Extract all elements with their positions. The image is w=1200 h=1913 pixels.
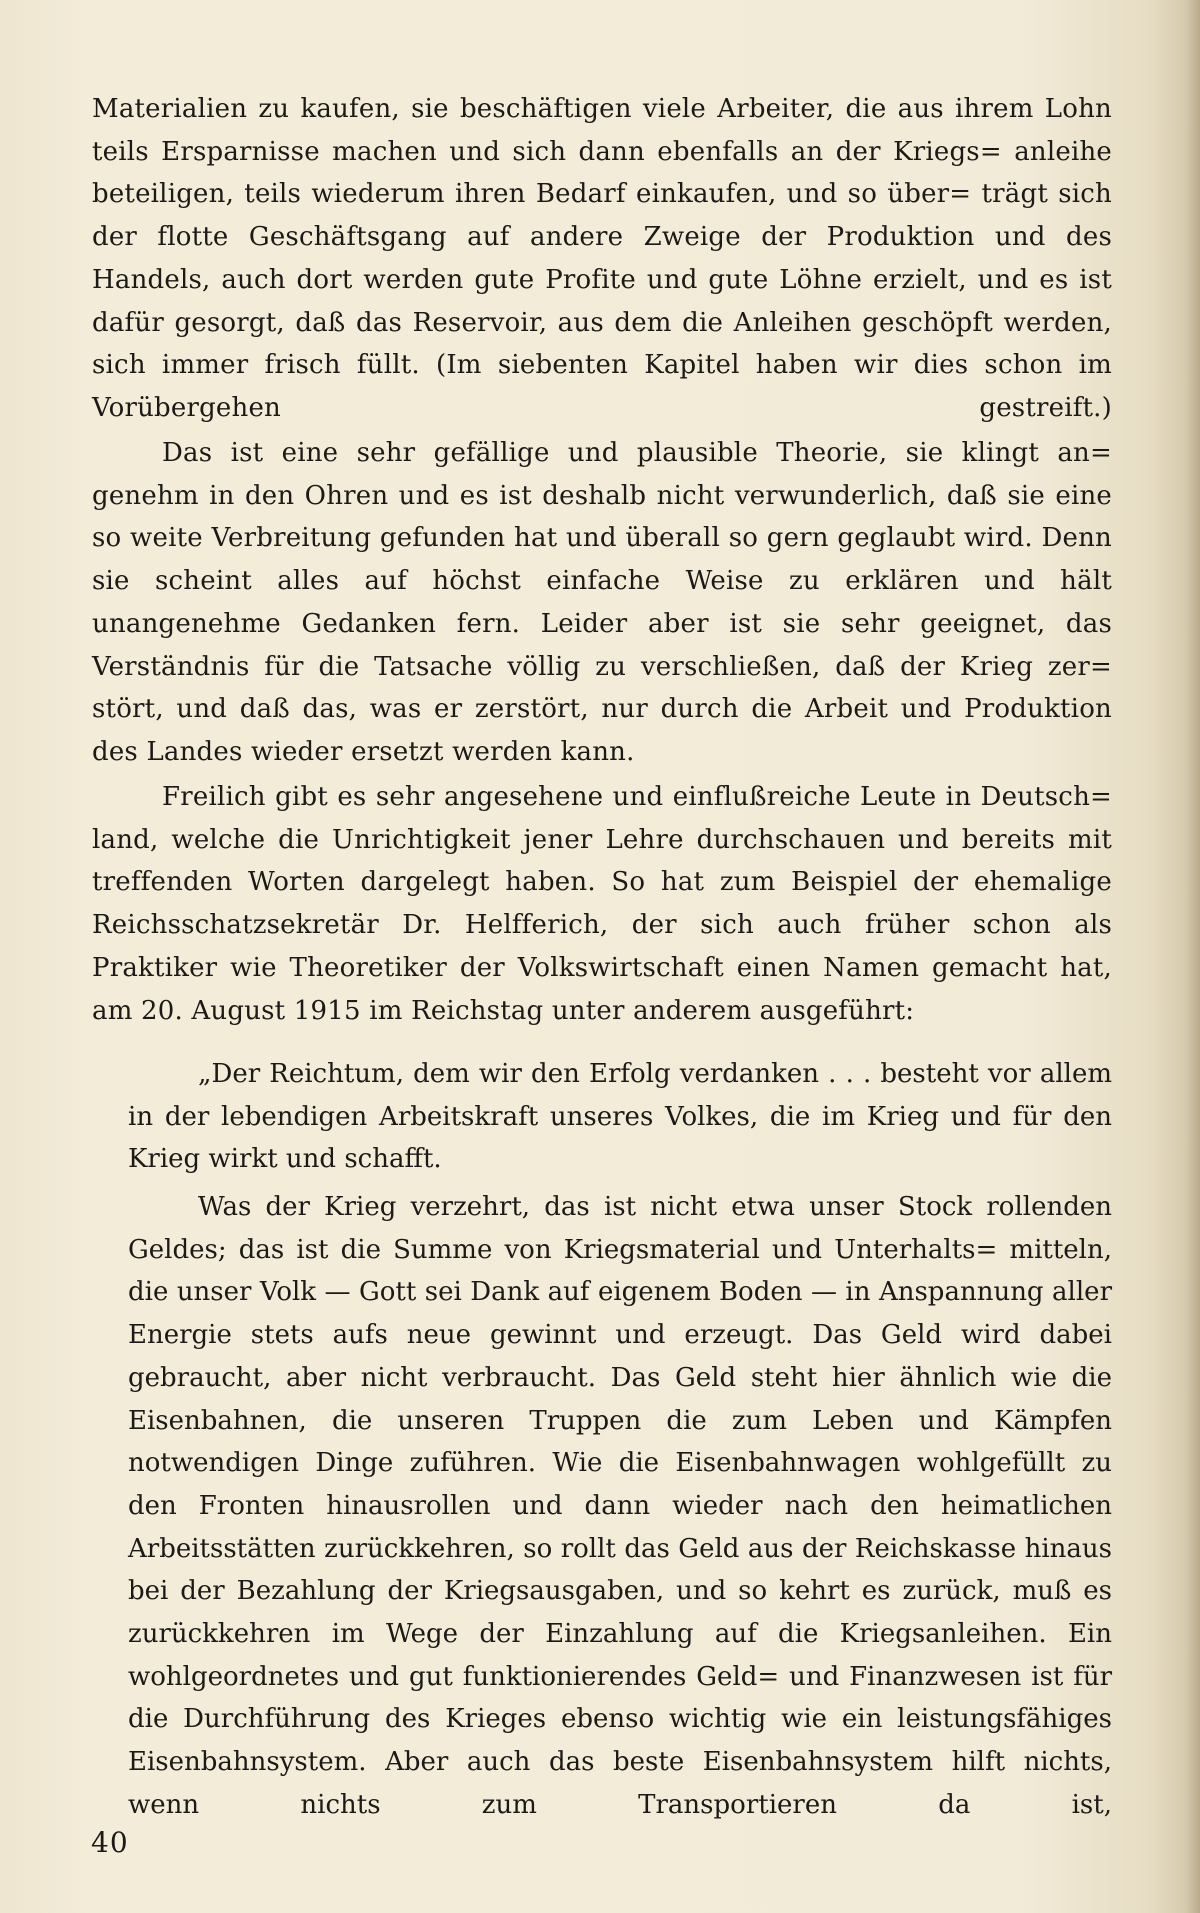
paragraph-1	[92, 88, 1112, 430]
paragraph-2	[92, 432, 1112, 774]
paragraph-3	[92, 776, 1112, 1032]
page-number: 40	[91, 1826, 129, 1859]
quote-1	[128, 1053, 1112, 1181]
quote-1-text: „Der Reichtum, dem wir den Erfolg verdanken . . . besteht vor allem in der lebendigen Arbeitskraft unseres Volkes, die im Krieg und für den Krieg wirkt und schafft.	[128, 1059, 1112, 1175]
paragraph-2-text: Das ist eine sehr gefällige und plausible Theorie, sie klingt an= genehm in den Ohren und es ist deshalb nicht verwunderlich, daß sie eine so weite Verbreitung gefunden hat und überall so gern geglaubt wird. Denn sie scheint alles auf höchst einfache Weise zu erklären und hält unangenehme Gedanken fern. Leider aber ist sie sehr geeignet, das Verständnis für die Tatsache völlig zu verschließen, daß der Krieg zer= stört, und daß das, was er zerstört, nur durch die Arbeit und Produktion des Landes wieder ersetzt werden kann.	[92, 438, 1112, 767]
paragraph-1-text: Materialien zu kaufen, sie beschäftigen viele Arbeiter, die aus ihrem Lohn teils Ersparnisse machen und sich dann ebenfalls an der Kriegs= anleihe beteiligen, teils wiederum ihren Bedarf einkaufen, und so über= trägt sich der flotte Geschäftsgang auf andere Zweige der Produktion und des Handels, auch dort werden gute Profite und gute Löhne erzielt, und es ist dafür gesorgt, daß das Reservoir, aus dem die Anleihen geschöpft werden, sich immer frisch füllt. (Im siebenten Kapitel haben wir dies schon im Vorübergehen gestreift.)	[92, 94, 1112, 423]
page-edge-shadow	[1186, 0, 1200, 1913]
quote-2	[128, 1186, 1112, 1827]
quote-2-text: Was der Krieg verzehrt, das ist nicht etwa unser Stock rollenden Geldes; das ist die Summe von Kriegsmaterial und Unterhalts= mitteln, die unser Volk — Gott sei Dank auf eigenem Boden — in Anspannung aller Energie stets aufs neue gewinnt und erzeugt. Das Geld wird dabei gebraucht, aber nicht verbraucht. Das Geld steht hier ähnlich wie die Eisenbahnen, die unseren Truppen die zum Leben und Kämpfen notwendigen Dinge zuführen. Wie die Eisenbahnwagen wohlgefüllt zu den Fronten hinausrollen und dann wieder nach den heimatlichen Arbeitsstätten zurückkehren, so rollt das Geld aus der Reichskasse hinaus bei der Bezahlung der Kriegsausgaben, und so kehrt es zurück, muß es zurückkehren im Wege der Einzahlung auf die Kriegsanleihen. Ein wohlgeordnetes und gut funktionierendes Geld= und Finanzwesen ist für die Durchführung des Krieges ebenso wichtig wie ein leistungsfähiges Eisenbahnsystem. Aber auch das beste Eisenbahnsystem hilft nichts, wenn nichts zum Transportieren da ist,	[128, 1192, 1112, 1820]
paragraph-3-text: Freilich gibt es sehr angesehene und einflußreiche Leute in Deutsch= land, welche die Unrichtigkeit jener Lehre durchschauen und bereits mit treffenden Worten dargelegt haben. So hat zum Beispiel der ehemalige Reichsschatzsekretär Dr. Helfferich, der sich auch früher schon als Praktiker wie Theoretiker der Volkswirtschaft einen Namen gemacht hat, am 20. August 1915 im Reichstag unter anderem ausgeführt:	[92, 782, 1112, 1026]
